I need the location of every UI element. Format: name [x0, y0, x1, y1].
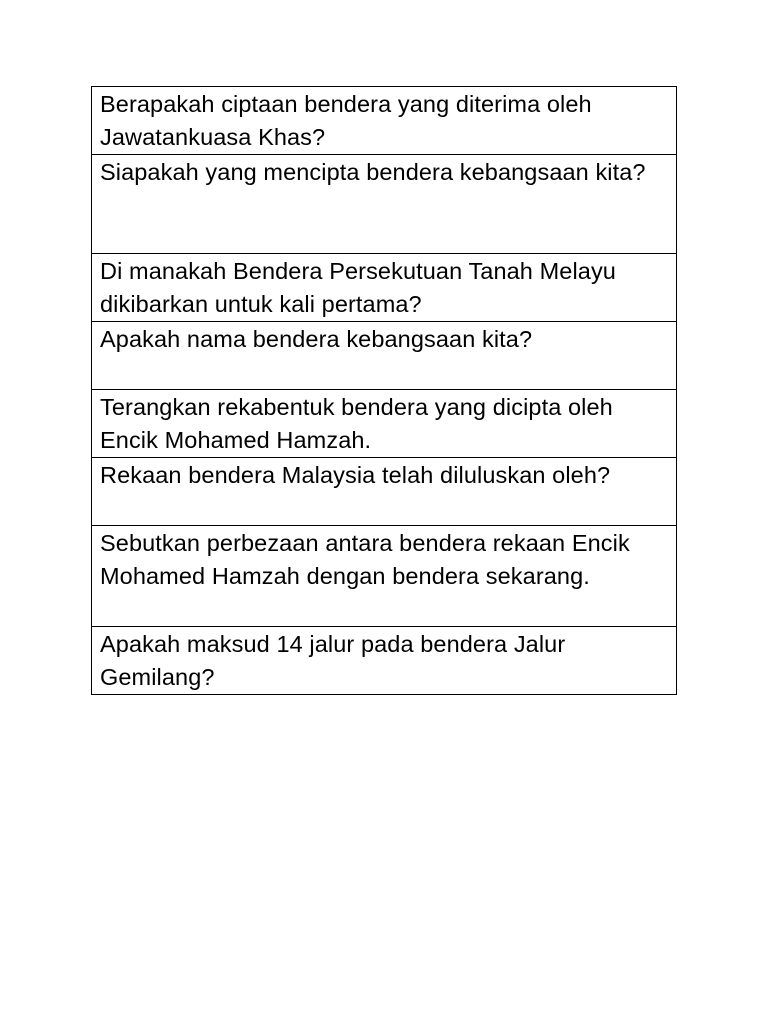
question-row [92, 155, 677, 254]
question-cell: Siapakah yang mencipta bendera kebangsaan kita? [92, 155, 677, 254]
question-cell: Di manakah Bendera Persekutuan Tanah Melayu dikibarkan untuk kali pertama? [92, 254, 677, 322]
question-cell: Apakah maksud 14 jalur pada bendera Jalur Gemilang? [92, 627, 677, 695]
question-row [92, 458, 677, 526]
question-cell: Apakah nama bendera kebangsaan kita? [92, 322, 677, 390]
question-cell: Rekaan bendera Malaysia telah diluluskan oleh? [92, 458, 677, 526]
question-row [92, 254, 677, 322]
question-cell: Sebutkan perbezaan antara bendera rekaan Encik Mohamed Hamzah dengan bendera sekarang. [92, 526, 677, 627]
question-row [92, 87, 677, 155]
question-row [92, 627, 677, 695]
question-cell: Berapakah ciptaan bendera yang diterima oleh Jawatankuasa Khas? [92, 87, 677, 155]
question-cell: Terangkan rekabentuk bendera yang dicipta oleh Encik Mohamed Hamzah. [92, 390, 677, 458]
question-table [91, 86, 677, 695]
question-row [92, 322, 677, 390]
question-row [92, 390, 677, 458]
question-row [92, 526, 677, 627]
